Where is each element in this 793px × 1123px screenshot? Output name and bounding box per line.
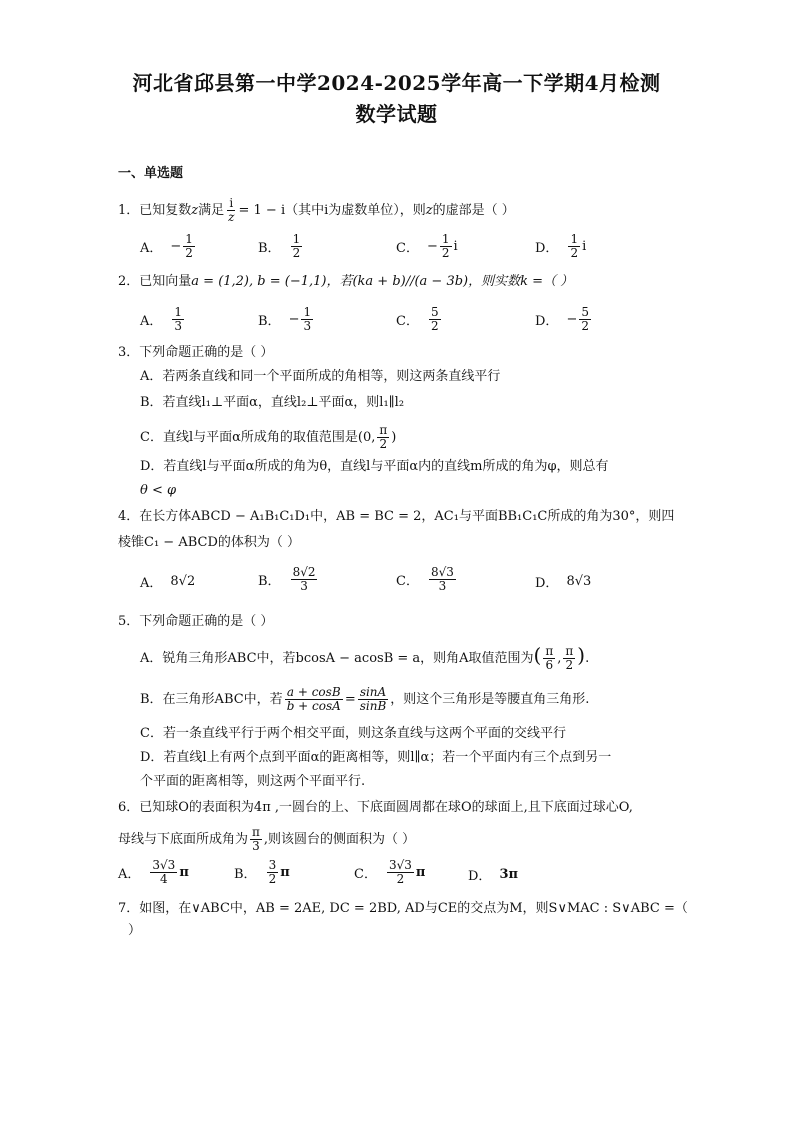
question-6-options	[118, 859, 658, 889]
option-c[interactable]: C． $\frac{5}{2}$	[396, 305, 439, 333]
question-5-option-c[interactable]: C．若一条直线平行于两个相交平面，则这条直线与这两个平面的交线平行	[140, 726, 566, 741]
question-4-stem-line2: 棱锥C₁ − ABCD的体积为（ ）	[118, 535, 301, 550]
option-c[interactable]: C． $\frac{8√3}{3}$	[396, 565, 454, 593]
option-b[interactable]: B． − $\frac{1}{3}$	[258, 305, 312, 333]
question-6-stem-line1: 6．已知球O的表面积为4π ,一圆台的上、下底面圆周都在球O的球面上,且下底面过球心O,	[118, 800, 633, 815]
question-6-stem-line2: 母线与下底面所成角为 $\frac{\pi}{3}$ ,则该圆台的侧面积为（ ）	[118, 825, 416, 853]
fraction: $\frac{i}{z}$	[228, 196, 235, 224]
option-b[interactable]: B． $\frac{8√2}{3}$	[258, 565, 316, 593]
question-7-stem-line2: ）	[128, 923, 142, 938]
question-5-option-d-line1[interactable]: D．若直线l上有两个点到平面α的距离相等，则l∥α；若一个平面内有三个点到另一	[140, 750, 612, 765]
option-d[interactable]: D． − $\frac{5}{2}$	[535, 305, 589, 333]
exam-title-line1: 河北省邱县第一中学2024-2025学年高一下学期4月检测	[132, 71, 661, 95]
question-3-stem: 3．下列命题正确的是（ ）	[118, 345, 274, 360]
question-5-option-b[interactable]: B．在三角形ABC中，若 $\frac{a + \cos B}{b + \cos A}$ = $\frac{\sin A}{\sin B}$ ，则这个三角形是等腰直角三角形.	[140, 685, 590, 713]
option-a[interactable]: A． 8√2	[140, 574, 196, 591]
question-3-option-d-line2: θ < φ	[140, 483, 177, 498]
option-d[interactable]: D． 3π	[468, 867, 518, 884]
question-1-stem: 1．已知复数z满足 $\frac{i}{z}$ = 1 − i（其中i为虚数单位），则z的虚部是（ ）	[118, 196, 515, 224]
option-a[interactable]: A． $\frac{3√3}{4}$ π	[118, 858, 189, 886]
question-4-options	[140, 566, 680, 596]
question-5-stem: 5．下列命题正确的是（ ）	[118, 614, 274, 629]
option-a[interactable]: A． $\frac{1}{3}$	[140, 305, 183, 333]
option-b[interactable]: B． $\frac{3}{2}$ π	[234, 858, 290, 886]
question-7-stem-line1: 7．如图，在∨ABC中，AB = 2AE, DC = 2BD, AD与CE的交点为M，则S∨MAC : S∨ABC =（	[118, 901, 688, 916]
option-d[interactable]: D． $\frac{1}{2}$ i	[535, 232, 587, 260]
option-b[interactable]: B． $\frac{1}{2}$	[258, 232, 301, 260]
option-c[interactable]: C． $\frac{3√3}{2}$ π	[354, 858, 426, 886]
question-3-option-d-line1[interactable]: D．若直线l与平面α所成的角为θ，直线l与平面α内的直线m所成的角为φ，则总有	[140, 459, 609, 474]
question-3-option-a[interactable]: A．若两条直线和同一个平面所成的角相等，则这两条直线平行	[140, 369, 501, 384]
exam-title-line2: 数学试题	[355, 102, 438, 126]
section-heading: 一、单选题	[118, 166, 184, 181]
option-d[interactable]: D． 8√3	[535, 574, 592, 591]
question-2-options	[140, 306, 680, 336]
question-1-options	[140, 233, 680, 263]
question-2-stem: 2．已知向量a = (1,2), b = (−1,1)，若(ka + b)//(a − 3b)，则实数k =（ ）	[118, 274, 574, 289]
option-a[interactable]: A． − $\frac{1}{2}$	[140, 232, 193, 260]
question-5-option-d-line2: 个平面的距离相等，则这两个平面平行.	[140, 774, 366, 789]
question-3-option-c[interactable]: C．直线l与平面α所成角的取值范围是(0, $\frac{\pi}{2}$ )	[140, 423, 397, 451]
question-5-option-a[interactable]: A．锐角三角形ABC中，若bcosA − acosB = a，则角A取值范围为( $\frac{\pi}{6}$ , $\frac{\pi}{2}$ ).	[140, 643, 590, 672]
question-4-stem-line1: 4．在长方体ABCD − A₁B₁C₁D₁中，AB = BC = 2，AC₁与平面BB₁C₁C所成的角为30°，则四	[118, 509, 675, 524]
option-c[interactable]: C． − $\frac{1}{2}$ i	[396, 232, 458, 260]
question-3-option-b[interactable]: B．若直线l₁⊥平面α，直线l₂⊥平面α，则l₁∥l₂	[140, 395, 405, 410]
